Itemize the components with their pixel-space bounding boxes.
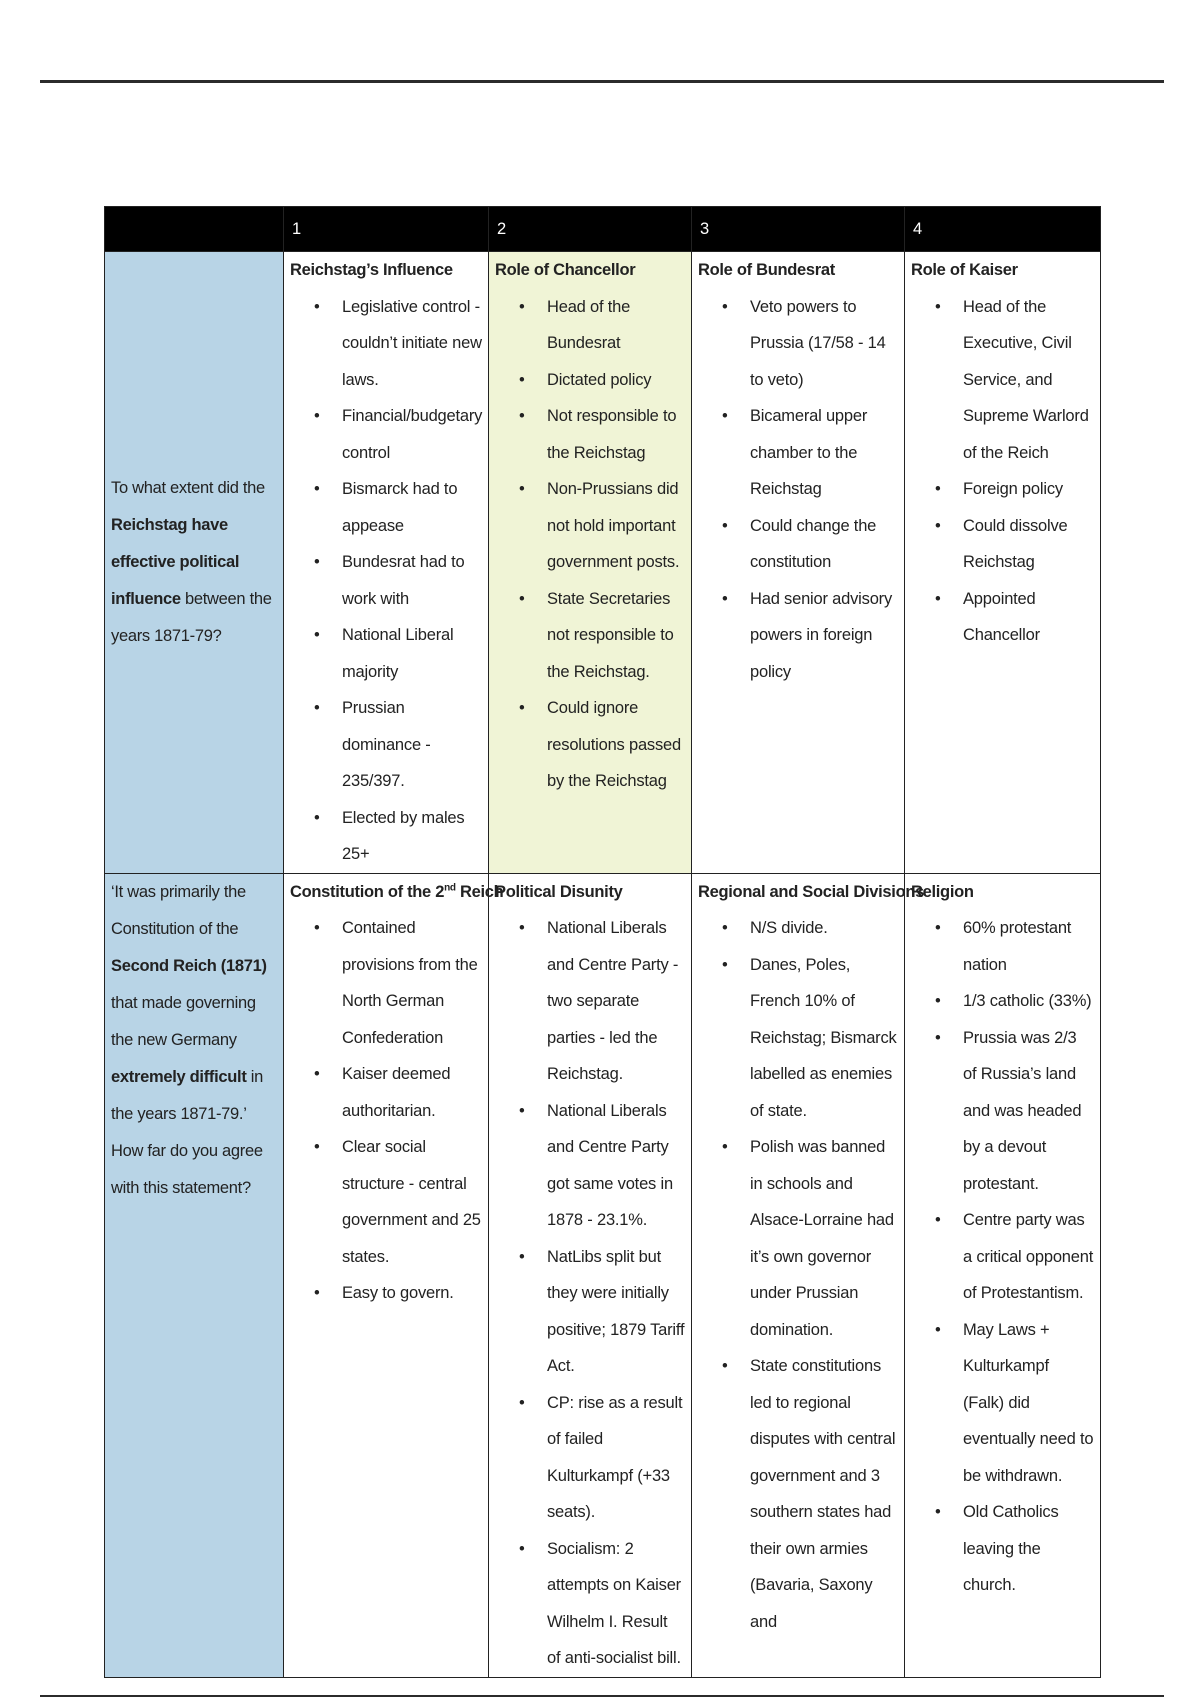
cell-title: Reichstag’s Influence bbox=[290, 261, 453, 279]
cell-role-of-bundesrat bbox=[692, 252, 905, 874]
cell-title: Constitution of the 2nd Reich bbox=[290, 882, 504, 901]
list-item: • Easy to govern. bbox=[342, 1275, 482, 1312]
header-cell-4: 4 bbox=[905, 207, 1101, 252]
header-cell-2: 2 bbox=[489, 207, 692, 252]
list-item: • Dictated policy bbox=[547, 362, 685, 399]
list-item: • Could change the constitution bbox=[750, 508, 898, 581]
revision-table bbox=[104, 206, 1101, 1678]
list-item: • Contained provisions from the North German Confederation bbox=[342, 910, 482, 1056]
list-item: • N/S divide. bbox=[750, 910, 898, 947]
bullet-list bbox=[698, 289, 898, 691]
bullet-list bbox=[698, 910, 898, 1640]
list-item: • Clear social structure - central government and 25 states. bbox=[342, 1129, 482, 1275]
list-item: • Bismarck had to appease bbox=[342, 471, 482, 544]
bullet-list bbox=[911, 910, 1094, 1604]
list-item: • National Liberal majority bbox=[342, 617, 482, 690]
header-cell-3: 3 bbox=[692, 207, 905, 252]
header-row bbox=[105, 207, 1101, 252]
top-rule bbox=[40, 80, 1164, 83]
header-cell-0 bbox=[105, 207, 284, 252]
list-item: • Had senior advisory powers in foreign policy bbox=[750, 581, 898, 691]
bullet-list bbox=[495, 289, 685, 800]
list-item: • Polish was banned in schools and Alsace-Lorraine had it’s own governor under Prussian domination. bbox=[750, 1129, 898, 1348]
cell-title: Political Disunity bbox=[495, 882, 623, 901]
list-item: • Appointed Chancellor bbox=[963, 581, 1094, 654]
list-item: • Head of the Bundesrat bbox=[547, 289, 685, 362]
list-item: • CP: rise as a result of failed Kulturkampf (+33 seats). bbox=[547, 1385, 685, 1531]
table-row bbox=[105, 252, 1101, 874]
cell-title: Role of Bundesrat bbox=[698, 261, 835, 279]
cell-reichstag-influence bbox=[284, 252, 489, 874]
cell-constitution bbox=[284, 873, 504, 1677]
list-item: • Bundesrat had to work with bbox=[342, 544, 482, 617]
list-item: • Veto powers to Prussia (17/58 - 14 to veto) bbox=[750, 289, 898, 399]
question-cell: ‘It was primarily the Constitution of the Second Reich (1871) that made governing the new Germany extremely difficult in the years 1871-79.’ How far do you agree with this statement? bbox=[105, 873, 284, 1677]
list-item: • Socialism: 2 attempts on Kaiser Wilhelm I. Result of anti-socialist bill. bbox=[547, 1531, 685, 1677]
list-item: • Legislative control - couldn’t initiate new laws. bbox=[342, 289, 482, 399]
list-item: • Prussian dominance - 235/397. bbox=[342, 690, 482, 800]
list-item: • Kaiser deemed authoritarian. bbox=[342, 1056, 482, 1129]
cell-role-of-chancellor bbox=[489, 252, 692, 874]
list-item: • Bicameral upper chamber to the Reichstag bbox=[750, 398, 898, 508]
list-item: • Old Catholics leaving the church. bbox=[963, 1494, 1094, 1604]
list-item: • Danes, Poles, French 10% of Reichstag; Bismarck labelled as enemies of state. bbox=[750, 947, 898, 1130]
list-item: • Head of the Executive, Civil Service, and Supreme Warlord of the Reich bbox=[963, 289, 1094, 472]
cell-political-disunity bbox=[489, 873, 692, 1677]
list-item: • Could ignore resolutions passed by the Reichstag bbox=[547, 690, 685, 800]
list-item: • NatLibs split but they were initially positive; 1879 Tariff Act. bbox=[547, 1239, 685, 1385]
cell-title: Religion bbox=[911, 882, 974, 901]
list-item: • Prussia was 2/3 of Russia’s land and was headed by a devout protestant. bbox=[963, 1020, 1094, 1203]
bullet-list bbox=[495, 910, 685, 1677]
table-row bbox=[105, 873, 1101, 1677]
cell-title: Role of Chancellor bbox=[495, 261, 636, 279]
question-cell: To what extent did the Reichstag have effective political influence between the years 1871-79? bbox=[105, 252, 284, 874]
list-item: • 1/3 catholic (33%) bbox=[963, 983, 1094, 1020]
list-item: • National Liberals and Centre Party got same votes in 1878 - 23.1%. bbox=[547, 1093, 685, 1239]
cell-title: Regional and Social Divisions bbox=[698, 882, 925, 901]
list-item: • Foreign policy bbox=[963, 471, 1094, 508]
bullet-list bbox=[290, 289, 482, 873]
list-item: • May Laws + Kulturkampf (Falk) did eventually need to be withdrawn. bbox=[963, 1312, 1094, 1495]
header-cell-1: 1 bbox=[284, 207, 489, 252]
bottom-rule bbox=[40, 1695, 1164, 1697]
list-item: • Not responsible to the Reichstag bbox=[547, 398, 685, 471]
list-item: • Centre party was a critical opponent of Protestantism. bbox=[963, 1202, 1094, 1312]
list-item: • National Liberals and Centre Party - two separate parties - led the Reichstag. bbox=[547, 910, 685, 1093]
list-item: • 60% protestant nation bbox=[963, 910, 1094, 983]
list-item: • State Secretaries not responsible to the Reichstag. bbox=[547, 581, 685, 691]
list-item: • Non-Prussians did not hold important government posts. bbox=[547, 471, 685, 581]
cell-regional-social-divisions bbox=[692, 873, 925, 1677]
cell-title: Role of Kaiser bbox=[911, 261, 1018, 279]
cell-role-of-kaiser bbox=[905, 252, 1101, 874]
bullet-list bbox=[911, 289, 1094, 654]
list-item: • State constitutions led to regional disputes with central government and 3 southern states had their own armies (Bavaria, Saxony and bbox=[750, 1348, 898, 1640]
list-item: • Could dissolve Reichstag bbox=[963, 508, 1094, 581]
list-item: • Elected by males 25+ bbox=[342, 800, 482, 873]
bullet-list bbox=[290, 910, 482, 1312]
list-item: • Financial/budgetary control bbox=[342, 398, 482, 471]
cell-religion bbox=[905, 873, 1101, 1677]
